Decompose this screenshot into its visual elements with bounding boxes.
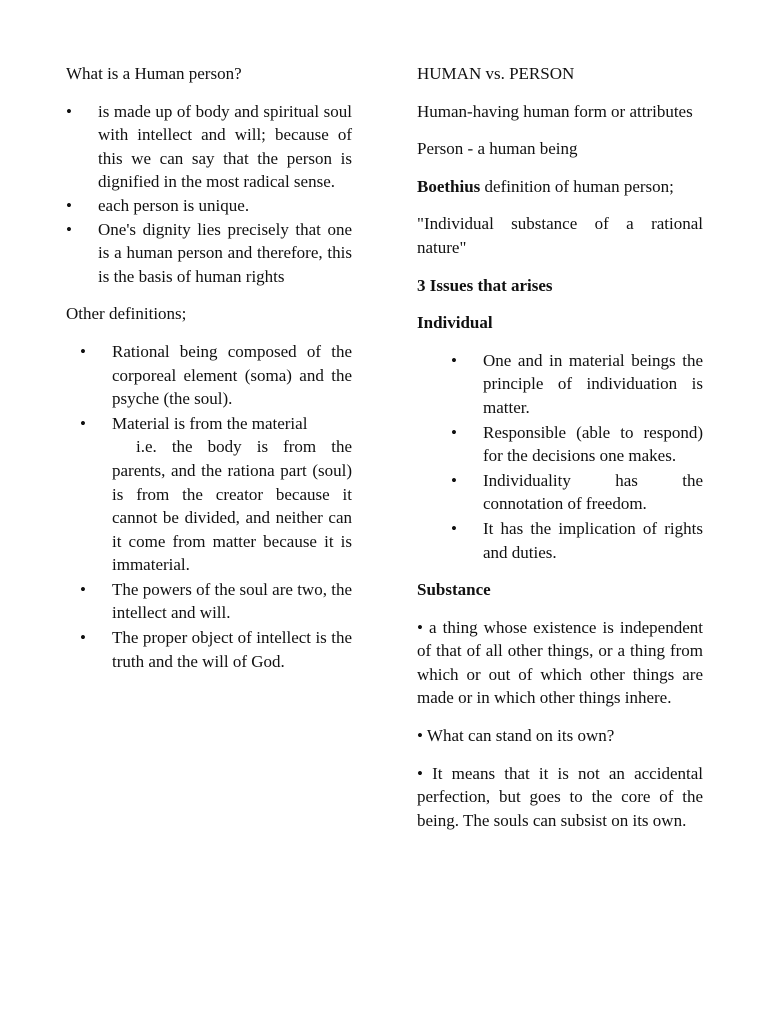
list-item	[80, 412, 352, 577]
boethius-definition	[417, 175, 703, 199]
boethius-rest: definition of human person;	[480, 176, 674, 196]
individual-list	[417, 349, 703, 564]
list-item: • is made up of body and spiritual soul with intellect and will; because of this we can say that the person is dignified in the most radical sense.	[66, 100, 352, 194]
list-item: • The powers of the soul are two, the intellect and will.	[80, 578, 352, 625]
human-definition: Human-having human form or attributes	[417, 101, 693, 121]
list-item: • each person is unique.	[66, 194, 352, 218]
list-item: • One and in material beings the principle of individuation is matter.	[451, 349, 703, 420]
human-person-list	[66, 100, 352, 289]
other-definitions-list	[66, 340, 352, 673]
list-item: • The proper object of intellect is the truth and the will of God.	[80, 626, 352, 673]
material-continuation: i.e. the body is from the parents, and the rationa part (soul) is from the creator because it cannot be divided, and neither can it come from matter because it is immaterial.	[112, 437, 352, 575]
material-line: Material is from the material	[112, 413, 308, 433]
substance-heading: Substance	[417, 580, 491, 600]
left-column	[66, 62, 352, 687]
list-item: • Rational being composed of the corporeal element (soma) and the psyche (the soul).	[80, 340, 352, 411]
issues-heading: 3 Issues that arises	[417, 275, 553, 295]
other-definitions-heading: Other definitions;	[66, 304, 187, 324]
person-definition: Person - a human being	[417, 139, 578, 159]
list-item: • Responsible (able to respond) for the decisions one makes.	[451, 421, 703, 468]
substance-paragraph: • It means that it is not an accidental perfection, but goes to the core of the being. The souls can subsist on its own.	[417, 763, 703, 830]
human-vs-person-heading: HUMAN vs. PERSON	[417, 64, 575, 83]
human-person-heading: What is a Human person?	[66, 64, 242, 83]
list-item: • It has the implication of rights and duties.	[451, 517, 703, 564]
list-item: • One's dignity lies precisely that one is a human person and therefore, this is the basis of human rights	[66, 218, 352, 289]
boethius-quote: "Individual substance of a rational nature"	[417, 214, 703, 257]
boethius-name: Boethius	[417, 176, 481, 196]
right-column	[417, 62, 703, 846]
substance-paragraph: • a thing whose existence is independent of that of all other things, or a thing from which or out of which other things are made or in which other things inhere.	[417, 617, 703, 708]
list-item: • Individuality has the connotation of freedom.	[451, 469, 703, 516]
substance-paragraph: • What can stand on its own?	[417, 726, 615, 746]
individual-heading: Individual	[417, 313, 493, 333]
